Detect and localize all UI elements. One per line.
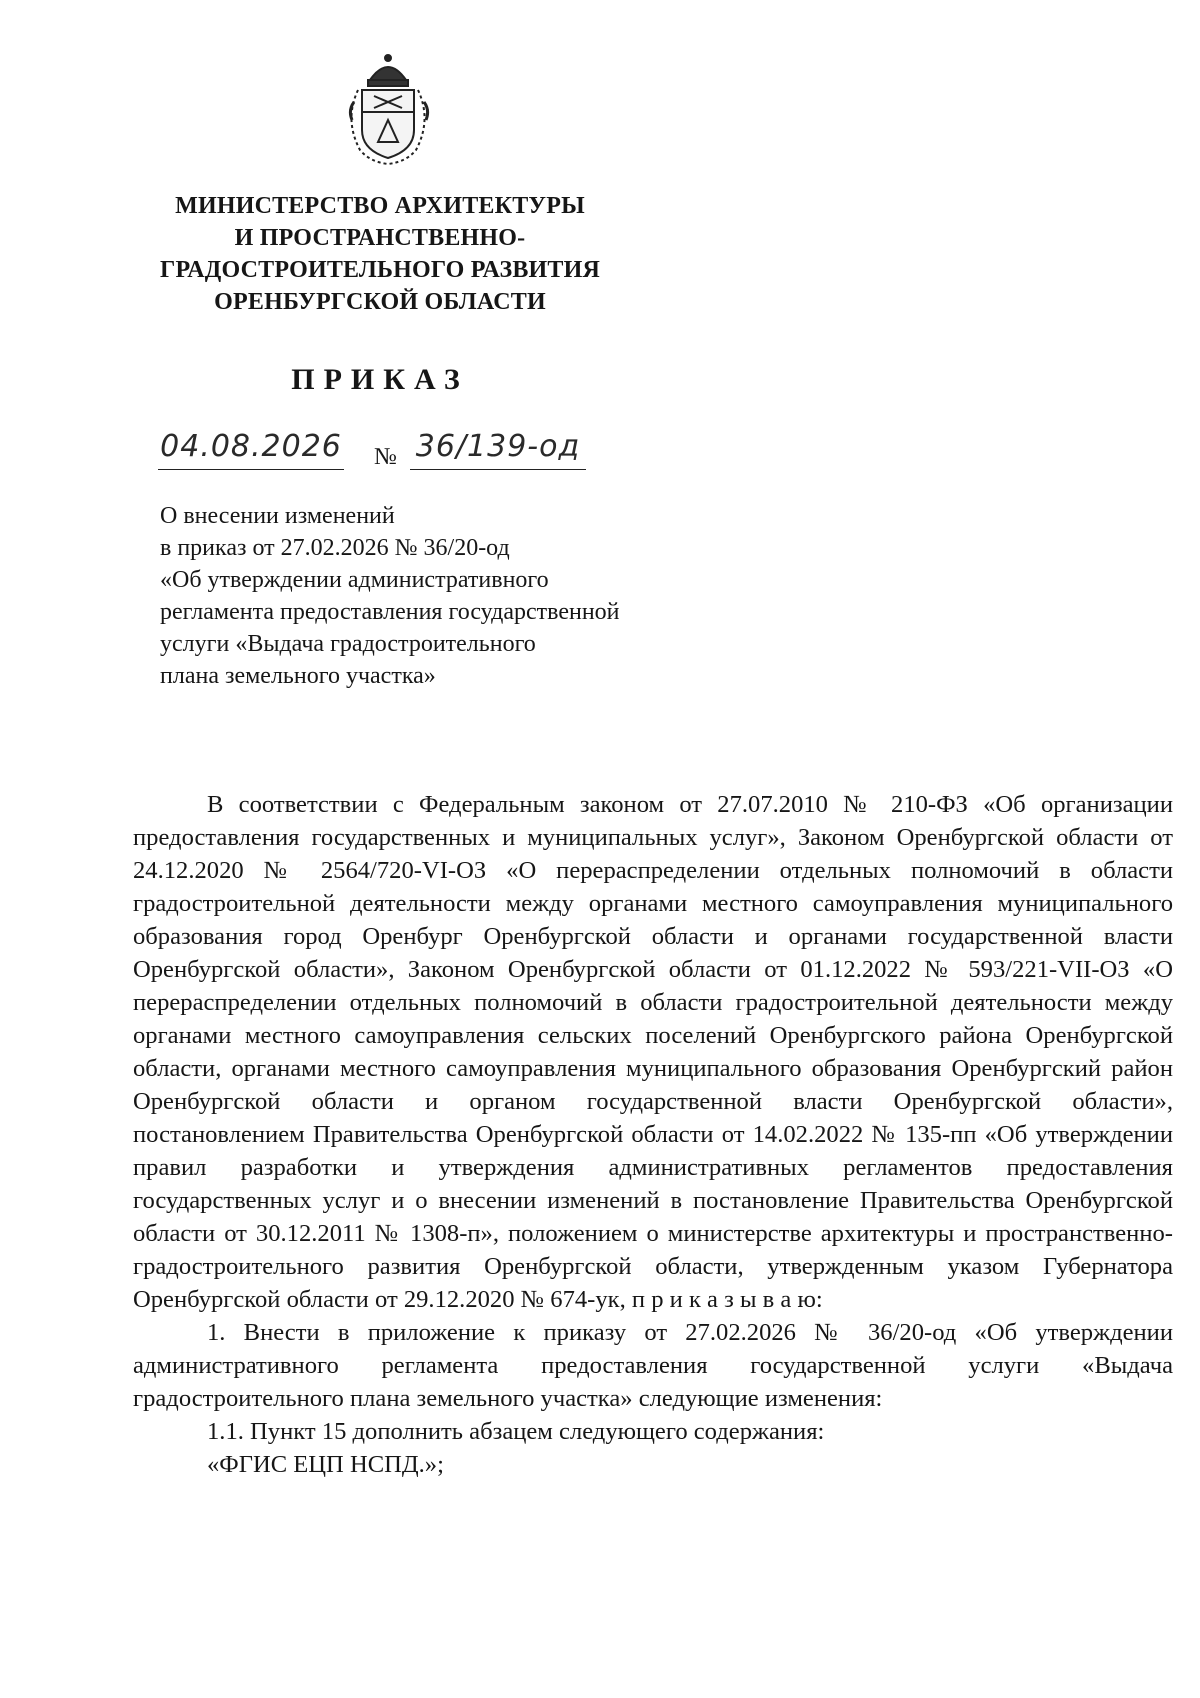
subject-line: услуги «Выдача градостроительного: [160, 631, 536, 657]
subject-line: в приказ от 27.02.2026 № 36/20-од: [160, 535, 510, 561]
order-number-handwritten: 36/139-од: [415, 429, 581, 464]
item-1-paragraph: 1. Внести в приложение к приказу от 27.02.2026 № 36/20-од «Об утверждении административного регламента предоставления государственной услуги «Выдача градостроительного плана земельного участка» следующие изменения:: [133, 1319, 1173, 1412]
preamble-paragraph: В соответствии с Федеральным законом от 27.07.2010 № 210-ФЗ «Об организации предоставления государственных и муниципальных услуг», Законом Оренбургской области от 24.12.2020 № 2564/720-VI-ОЗ «О перераспределении отдельных полномочий в области градостроительной деятельности между органами местного самоуправления муниципального образования город Оренбург Оренбургской области и органами государственной власти Оренбургской области», Законом Оренбургской области от 01.12.2022 № 593/221-VII-ОЗ «О перераспределении отдельных полномочий в области градостроительной деятельности между органами местного самоуправления сельских поселений Оренбургского района Оренбургской области, органами местного самоуправления муниципального образования Оренбургский район Оренбургской области и органом государственной власти Оренбургской области», постановлением Правительства Оренбургской области от 14.02.2022 № 135-пп «Об утверждении правил разработки и утверждения административных регламентов предоставления государственных услуг и о внесении изменений в постановление Правительства Оренбургской области от 30.12.2011 № 1308-п», положением о министерстве архитектуры и пространственно-градостроительного развития Оренбургской области, утвержденным указом Губернатора Оренбургской области от 29.12.2020 № 674-ук, п р и к а з ы в а ю:: [133, 791, 1173, 1313]
order-date-field: [158, 430, 344, 470]
subject-line: регламента предоставления государственной: [160, 599, 620, 625]
ministry-line: ГРАДОСТРОИТЕЛЬНОГО РАЗВИТИЯ: [159, 257, 601, 283]
date-underline: [158, 469, 344, 470]
coat-of-arms-emblem: [340, 50, 436, 168]
number-underline: [410, 469, 586, 470]
order-date-handwritten: 04.08.2026: [160, 429, 342, 464]
ministry-line: И ПРОСТРАНСТВЕННО-: [234, 225, 526, 251]
ministry-name: [120, 190, 640, 318]
item-1-1-text-paragraph: «ФГИС ЕЦП НСПД.»;: [207, 1451, 444, 1478]
number-sign: №: [374, 444, 397, 470]
order-number-field: [410, 430, 586, 470]
subject-line: О внесении изменений: [160, 503, 395, 529]
ministry-line: ОРЕНБУРГСКОЙ ОБЛАСТИ: [214, 289, 546, 315]
order-body: [133, 788, 1173, 1481]
order-subject: [160, 500, 720, 692]
subject-line: «Об утверждении административного: [160, 567, 549, 593]
ministry-line: МИНИСТЕРСТВО АРХИТЕКТУРЫ: [175, 193, 585, 219]
document-type-title: ПРИКАЗ: [291, 363, 469, 396]
subject-line: плана земельного участка»: [160, 663, 436, 689]
item-1-1-paragraph: 1.1. Пункт 15 дополнить абзацем следующего содержания:: [207, 1418, 825, 1445]
